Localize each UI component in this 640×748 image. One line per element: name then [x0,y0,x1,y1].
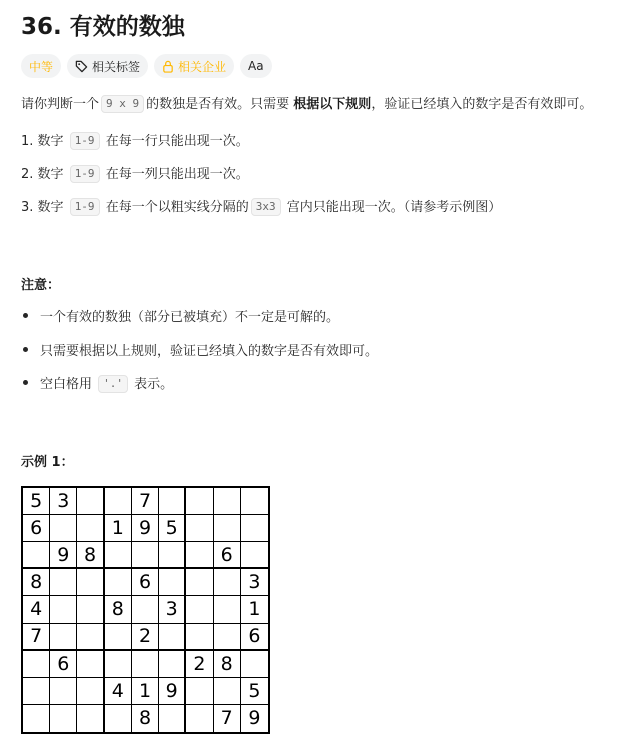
sudoku-cell [186,488,213,515]
sudoku-cell: 8 [23,569,50,596]
sudoku-cell [23,705,50,732]
sudoku-cell: 4 [23,596,50,623]
intro-text-c: ，验证已经填入的数字是否有效即可。 [371,97,593,112]
sudoku-cell: 6 [214,542,241,569]
sudoku-cell [214,596,241,623]
rule-2 [21,165,249,185]
sudoku-cell [50,705,77,732]
sudoku-cell: 5 [23,488,50,515]
sudoku-cell [77,596,104,623]
intro-code: 9 x 9 [101,95,144,113]
related-companies-label: 相关企业 [178,59,227,74]
sudoku-cell: 3 [159,596,186,623]
sudoku-cell: 8 [214,651,241,678]
sudoku-cell [77,624,104,651]
sudoku-cell [214,678,241,705]
sudoku-cell [241,651,268,678]
sudoku-cell: 6 [50,651,77,678]
sudoku-cell: 1 [241,596,268,623]
rule-1 [21,132,249,152]
sudoku-cell [77,515,104,542]
note-item [21,308,339,328]
sudoku-cell [186,705,213,732]
sudoku-cell [50,624,77,651]
sudoku-cell [105,624,132,651]
font-size-icon: Aa [248,59,264,73]
bullet-dot [23,347,28,352]
sudoku-cell [186,542,213,569]
sudoku-cell: 6 [132,569,159,596]
rule-1-prefix: 1. 数字 [21,134,64,149]
sudoku-cell: 9 [50,542,77,569]
sudoku-cell [77,488,104,515]
sudoku-cell [50,515,77,542]
sudoku-cell [214,569,241,596]
note-code: '.' [98,375,128,393]
sudoku-cell [23,678,50,705]
tag-row [21,54,272,78]
note-text: 一个有效的数独（部分已被填充）不一定是可解的。 [40,310,340,325]
sudoku-cell [186,569,213,596]
sudoku-cell [50,678,77,705]
tag-icon [75,60,88,73]
sudoku-cell: 9 [159,678,186,705]
note-text: 空白格用 [40,377,93,392]
sudoku-cell: 6 [23,515,50,542]
sudoku-cell [186,515,213,542]
sudoku-cell [77,705,104,732]
sudoku-cell [159,542,186,569]
rule-3-prefix: 3. 数字 [21,200,64,215]
sudoku-board-image [21,486,270,734]
rule-2-suffix: 在每一列只能出现一次。 [105,167,249,182]
intro-text-b: 的数独是否有效。只需要 [146,97,290,112]
problem-intro [21,95,592,115]
note-suffix: 表示。 [134,377,174,392]
sudoku-cell [241,488,268,515]
related-tags-button[interactable] [67,54,148,78]
lock-icon [162,60,174,73]
sudoku-cell: 5 [159,515,186,542]
sudoku-cell [105,542,132,569]
bullet-dot [23,380,28,385]
sudoku-cell [23,651,50,678]
sudoku-cell [105,651,132,678]
rule-2-prefix: 2. 数字 [21,167,64,182]
sudoku-cell: 5 [241,678,268,705]
sudoku-cell [241,515,268,542]
sudoku-cell [77,651,104,678]
sudoku-cell [159,705,186,732]
font-size-button[interactable] [240,54,272,78]
sudoku-cell: 2 [132,624,159,651]
rule-3-suffix2: 宫内只能出现一次。（请参考示例图） [286,200,502,215]
sudoku-cell: 7 [214,705,241,732]
sudoku-cell [105,488,132,515]
sudoku-cell [186,596,213,623]
note-item [21,375,173,395]
sudoku-cell: 4 [105,678,132,705]
rule-3-code2: 3x3 [251,198,281,216]
sudoku-cell [77,678,104,705]
sudoku-cell: 7 [132,488,159,515]
sudoku-cell [105,569,132,596]
sudoku-cell: 8 [77,542,104,569]
sudoku-cell [159,624,186,651]
sudoku-cell [159,569,186,596]
sudoku-cell: 9 [132,515,159,542]
notes-heading: 注意： [21,278,61,293]
rule-3-suffix: 在每一个以粗实线分隔的 [105,200,249,215]
rule-3-code: 1-9 [70,198,100,216]
sudoku-cell: 6 [241,624,268,651]
sudoku-cell [50,596,77,623]
sudoku-cell: 3 [241,569,268,596]
sudoku-cell [77,569,104,596]
rule-1-code: 1-9 [70,132,100,150]
intro-text-a: 请你判断一个 [21,97,100,112]
rule-3 [21,198,501,218]
intro-bold: 根据以下规则 [293,97,372,112]
bullet-dot [23,313,28,318]
sudoku-cell [50,569,77,596]
note-item [21,342,378,362]
sudoku-cell [23,542,50,569]
sudoku-cell [214,488,241,515]
sudoku-cell [186,624,213,651]
sudoku-cell: 8 [132,705,159,732]
sudoku-cell: 1 [132,678,159,705]
sudoku-cell [241,542,268,569]
rule-1-suffix: 在每一行只能出现一次。 [105,134,249,149]
sudoku-cell [132,596,159,623]
sudoku-cell: 3 [50,488,77,515]
related-companies-button[interactable] [154,54,234,78]
sudoku-cell [105,705,132,732]
sudoku-cell [132,542,159,569]
rule-2-code: 1-9 [70,165,100,183]
sudoku-cell: 2 [186,651,213,678]
sudoku-cell [132,651,159,678]
sudoku-cell [214,624,241,651]
sudoku-cell: 7 [23,624,50,651]
sudoku-cell [186,678,213,705]
sudoku-cell [214,515,241,542]
example-heading: 示例 1： [21,455,74,470]
sudoku-cell [159,488,186,515]
problem-title: 36. 有效的数独 [21,14,185,40]
related-tags-label: 相关标签 [92,59,141,74]
sudoku-cell: 9 [248,707,261,730]
sudoku-cell: 8 [105,596,132,623]
sudoku-cell [159,651,186,678]
sudoku-cell: 1 [105,515,132,542]
note-text: 只需要根据以上规则，验证已经填入的数字是否有效即可。 [40,344,379,359]
difficulty-badge[interactable]: 中等 [21,54,61,78]
